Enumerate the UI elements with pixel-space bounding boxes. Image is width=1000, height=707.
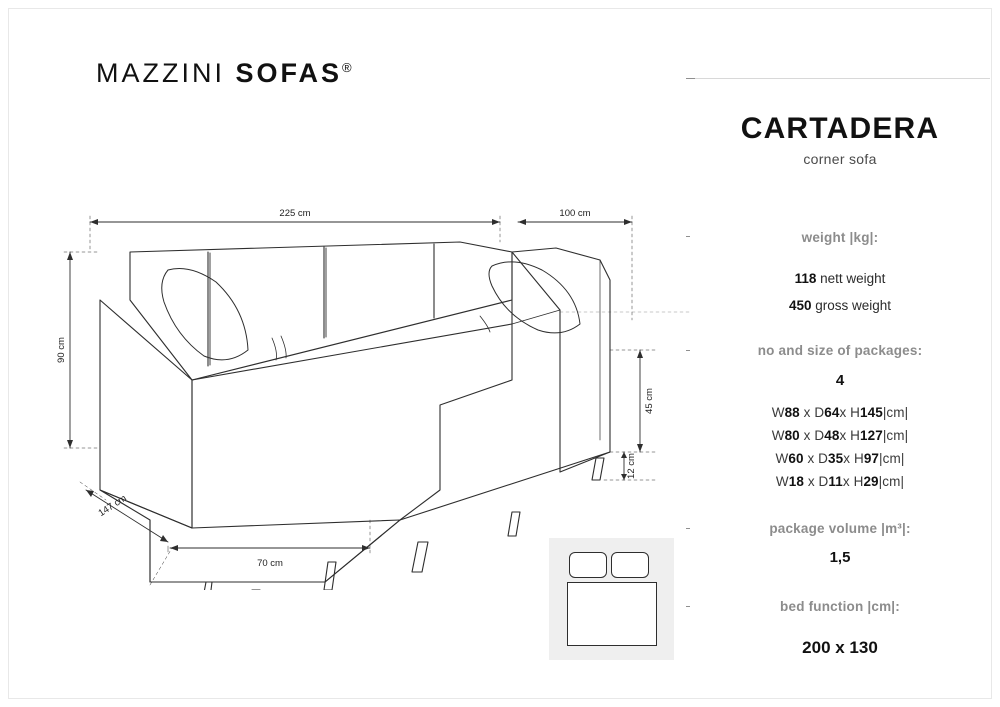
pkg2-unit: |cm| bbox=[882, 428, 909, 443]
bed-value: 200 x 130 bbox=[802, 638, 878, 657]
pkg3-w-label: W bbox=[775, 451, 789, 466]
bed-section-label: bed function |cm|: bbox=[690, 599, 990, 614]
pillow-left-icon bbox=[569, 552, 607, 578]
pkg1-h-label: H bbox=[850, 405, 860, 420]
pkg3-d: 35 bbox=[828, 451, 844, 466]
pkg2-w-label: W bbox=[771, 428, 785, 443]
pkg1-w: 88 bbox=[784, 405, 800, 420]
brand-word-1: MAZZINI bbox=[96, 58, 225, 88]
pkg1-d: 64 bbox=[824, 405, 840, 420]
pkg4-d: 11 bbox=[828, 474, 843, 489]
pkg2-h-label: H bbox=[850, 428, 860, 443]
product-title: CARTADERA bbox=[740, 112, 940, 145]
package-row-2 bbox=[690, 428, 990, 443]
dim-leg-height: 12 cm bbox=[626, 453, 637, 479]
spec-panel bbox=[690, 60, 990, 680]
pkg1-w-label: W bbox=[771, 405, 785, 420]
pkg2-x2: x bbox=[839, 428, 851, 443]
brand-logo bbox=[96, 58, 352, 89]
pkg4-h-label: H bbox=[853, 474, 864, 489]
pkg2-x1: x bbox=[799, 428, 815, 443]
weight-gross-value: 450 bbox=[788, 298, 812, 313]
dim-top-width: 225 cm bbox=[279, 208, 311, 219]
pkg3-h-label: H bbox=[853, 451, 864, 466]
pkg4-x1: x bbox=[803, 474, 819, 489]
tick-top bbox=[686, 78, 695, 79]
packages-count: 4 bbox=[835, 372, 845, 389]
weight-section-label: weight |kg|: bbox=[690, 230, 990, 245]
dim-top-depth: 100 cm bbox=[559, 208, 591, 219]
weight-gross bbox=[690, 298, 990, 313]
package-row-1 bbox=[690, 405, 990, 420]
pkg3-d-label: D bbox=[818, 451, 829, 466]
dim-side-depth: 147 cm bbox=[96, 492, 129, 520]
pkg3-h: 97 bbox=[863, 451, 880, 466]
pkg4-h: 29 bbox=[863, 474, 879, 489]
pkg4-x2: x bbox=[842, 474, 854, 489]
packages-section-label: no and size of packages: bbox=[690, 343, 990, 358]
pkg1-h: 145 bbox=[860, 405, 883, 420]
pkg2-d: 48 bbox=[824, 428, 840, 443]
pkg2-w: 80 bbox=[784, 428, 800, 443]
pkg3-unit: |cm| bbox=[879, 451, 905, 466]
volume-section-label: package volume |m³|: bbox=[690, 521, 990, 536]
pkg1-d-label: D bbox=[814, 405, 825, 420]
product-subtitle: corner sofa bbox=[803, 151, 877, 167]
dim-height: 90 cm bbox=[56, 337, 67, 363]
pkg1-unit: |cm| bbox=[882, 405, 909, 420]
pkg1-x2: x bbox=[839, 405, 851, 420]
pkg2-h: 127 bbox=[860, 428, 883, 443]
pkg3-w: 60 bbox=[788, 451, 804, 466]
brand-word-2: SOFAS bbox=[235, 58, 343, 88]
pillow-right-icon bbox=[611, 552, 649, 578]
package-row-4 bbox=[690, 474, 990, 489]
divider-top bbox=[690, 78, 990, 79]
weight-nett-value: 118 bbox=[794, 271, 817, 286]
mattress-icon bbox=[567, 582, 657, 646]
pkg4-w-label: W bbox=[775, 474, 789, 489]
weight-nett-text: nett weight bbox=[820, 271, 886, 286]
pkg3-x1: x bbox=[803, 451, 819, 466]
pkg3-x2: x bbox=[843, 451, 854, 466]
pkg4-w: 18 bbox=[788, 474, 804, 489]
registered-mark: ® bbox=[342, 60, 352, 75]
pkg2-d-label: D bbox=[814, 428, 825, 443]
bed-function-icon bbox=[549, 538, 674, 660]
weight-nett bbox=[690, 271, 990, 286]
sofa-svg bbox=[40, 190, 700, 590]
dim-chaise-width: 70 cm bbox=[257, 558, 283, 569]
package-row-3 bbox=[690, 451, 990, 466]
pkg4-d-label: D bbox=[818, 474, 829, 489]
volume-value: 1,5 bbox=[829, 549, 851, 566]
weight-gross-text: gross weight bbox=[815, 298, 892, 313]
pkg1-x1: x bbox=[799, 405, 815, 420]
pkg4-unit: |cm| bbox=[878, 474, 905, 489]
sofa-technical-drawing bbox=[40, 190, 700, 590]
dim-seat-height: 45 cm bbox=[644, 388, 655, 414]
